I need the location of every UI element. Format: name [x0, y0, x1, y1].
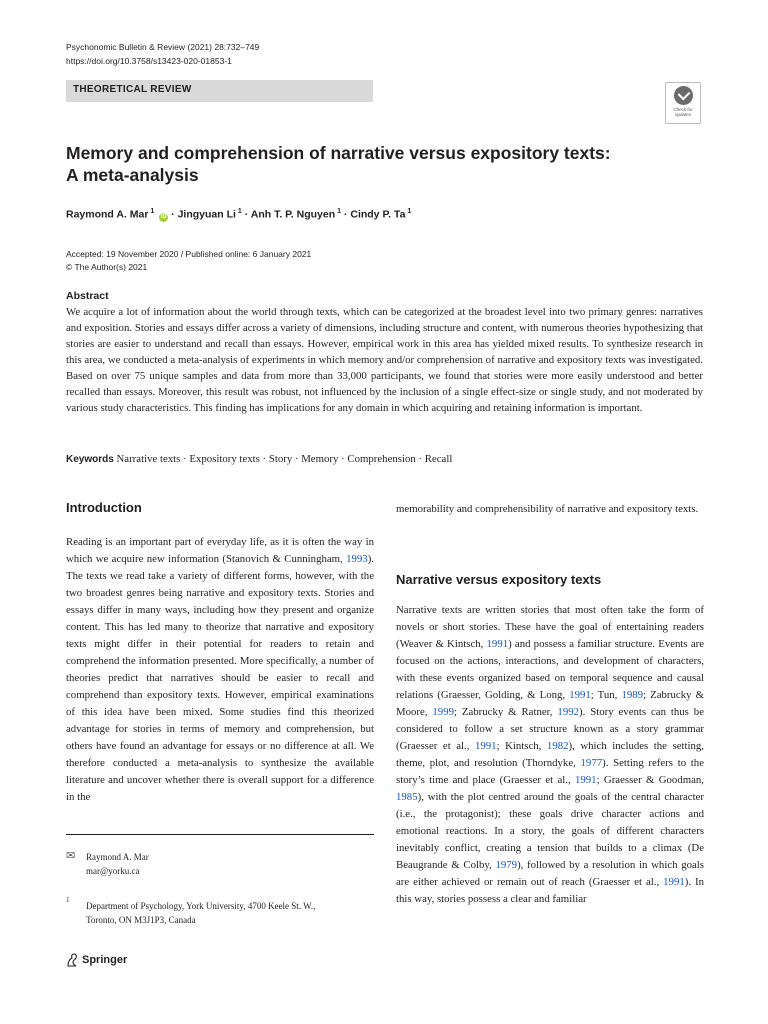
citation-link[interactable]: 1991 — [663, 876, 685, 888]
envelope-icon: ✉ — [66, 850, 76, 862]
abstract-heading: Abstract — [66, 290, 109, 302]
copyright-notice: © The Author(s) 2021 — [66, 262, 148, 272]
section-label-bar — [66, 80, 373, 102]
author-name[interactable]: Jingyuan Li — [177, 208, 236, 221]
author-affil-mark: 1 — [237, 208, 242, 215]
citation-link[interactable]: 1982 — [546, 740, 569, 752]
citation-link[interactable]: 1993 — [346, 553, 368, 565]
affiliation-line-1: Department of Psychology, York University, 4700 Keele St. W., — [86, 901, 316, 911]
keywords-label: Keywords — [66, 454, 114, 465]
citation-link[interactable]: 1985 — [396, 791, 418, 803]
author-name[interactable]: Cindy P. Ta — [350, 208, 406, 221]
publisher-logo — [66, 953, 127, 967]
springer-horse-icon — [66, 953, 78, 967]
keywords-list: Narrative texts · Expository texts · Story · Memory · Comprehension · Recall — [116, 453, 453, 465]
citation-link[interactable]: 1992 — [557, 706, 580, 718]
citation-link[interactable]: 1991 — [474, 740, 497, 752]
publication-dates: Accepted: 19 November 2020 / Published online: 6 January 2021 — [66, 249, 312, 259]
section-label: THEORETICAL REVIEW — [73, 84, 192, 95]
author-separator: · — [168, 208, 178, 221]
author-affil-mark: 1 — [407, 208, 412, 215]
doi-link[interactable]: https://doi.org/10.3758/s13423-020-01853-1 — [66, 56, 232, 66]
corresponding-author-name: Raymond A. Mar — [86, 852, 149, 862]
footnote-divider — [66, 834, 374, 835]
author-name[interactable]: Raymond A. Mar — [66, 208, 149, 221]
author-affil-mark: 1 — [337, 208, 342, 215]
affiliation-text — [86, 899, 376, 927]
introduction-continuation: memorability and comprehensibility of narrative and expository texts. — [396, 503, 699, 515]
section-heading-narrative-vs-expository: Narrative versus expository texts — [396, 572, 602, 587]
citation-link[interactable]: 1979 — [495, 859, 518, 871]
author-separator: · — [241, 208, 251, 221]
check-updates-button[interactable] — [665, 82, 701, 124]
title-line-2: A meta-analysis — [66, 165, 199, 185]
introduction-paragraph: Reading is an important part of everyday life, as it is often the way in which we acquire new information (Stanovich & Cunningham, 1993). The texts we read take a variety of different forms, however, with the two broadest genres being narrative and expository texts. Stories and essays differ in many ways, including how they present and organize content. This has led many to theorize that narrative and expository texts might differ in their potential for readers to retain and comprehend the information presented. More specifically, a number of theories predict that narratives should be easier to recall and comprehend than expository texts. However, empirical examinations of this idea have been mixed. Some studies find this theorized advantage for stories in terms of memory and comprehension, but others have found an advantage for essays or no difference at all. We therefore conducted a meta-analysis to synthesize the available literature and uncover whether there is overall support for a difference in the — [66, 536, 374, 803]
corresponding-author-email[interactable]: mar@yorku.ca — [86, 866, 140, 876]
author-affil-mark: 1 — [150, 208, 155, 215]
affiliation-number: 1 — [66, 896, 70, 904]
abstract-body: We acquire a lot of information about the world through texts, which can be categorized at the broadest level into two primary genres: narratives and exposition. Stories and essays differ across a variety of dimensions, including structure and content, with numerous theories hypothesizing that stories are easier to understand and recall than essays. However, empirical work in this area has yielded mixed results. To synthesize research in this area, we conducted a meta-analysis of experiments in which memory and/or comprehension of narrative and expository texts was investigated. Based on over 75 unique samples and data from more than 33,000 participants, we found that stories were more easily understood and better recalled than essays. Moreover, this result was robust, not influenced by the inclusion of a single effect-size or single study, and not moderated by various study characteristics. This finding has implications for any domain in which acquiring and retaining information is important. — [66, 306, 703, 414]
citation-link[interactable]: 1977 — [580, 757, 603, 769]
citation-link[interactable]: 1989 — [621, 689, 644, 701]
check-updates-label: Check for updates — [673, 107, 693, 117]
citation-link[interactable]: 1991 — [569, 689, 591, 701]
orcid-icon[interactable]: iD — [160, 213, 167, 220]
citation-link[interactable]: 1991 — [574, 774, 597, 786]
author-name[interactable]: Anh T. P. Nguyen — [250, 208, 336, 221]
check-updates-icon — [674, 86, 693, 105]
author-separator: · — [341, 208, 351, 221]
citation-link[interactable]: 1991 — [486, 638, 509, 650]
journal-citation: Psychonomic Bulletin & Review (2021) 28:732–749 — [66, 42, 260, 52]
title-line-1: Memory and comprehension of narrative versus expository texts: — [66, 143, 611, 163]
publisher-name: Springer — [82, 954, 128, 966]
keywords — [66, 452, 706, 467]
narrative-paragraph: Narrative texts are written stories that most often take the form of novels or short stories. These have the goal of entertaining readers (Weaver & Kintsch, 1991) and possess a familiar structure. Events are focused on the actions, interactions, and development of characters, with these events organized based on temporal sequence and causal relations (Graesser, Golding, & Long, 1991; Tun, 1989; Zabrucky & Moore, 1999; Zabrucky & Ratner, 1992). Story events can thus be considered to follow a set structure known as a story grammar (Graesser et al., 1991; Kintsch, 1982), which includes the setting, theme, plot, and resolution (Thorndyke, 1977). Setting refers to the story’s time and place (Graesser et al., 1991; Graesser & Goodman, 1985), with the plot centred around the goals of the central character (i.e., the protagonist); these goals drive character actions and emotional reactions. In a story, the goals of different characters inevitably conflict, creating a tension that builds to a climax (De Beaugrande & Colby, 1979), followed by a resolution in which goals are either achieved or remain out of reach (Graesser et al., 1991). In this way, stories possess a clear and familiar — [396, 604, 705, 905]
article-title — [66, 142, 706, 186]
author-list — [66, 208, 411, 222]
affiliation-line-2: Toronto, ON M3J1P3, Canada — [86, 915, 196, 925]
citation-link[interactable]: 1999 — [432, 706, 454, 718]
section-heading-introduction: Introduction — [66, 500, 142, 515]
